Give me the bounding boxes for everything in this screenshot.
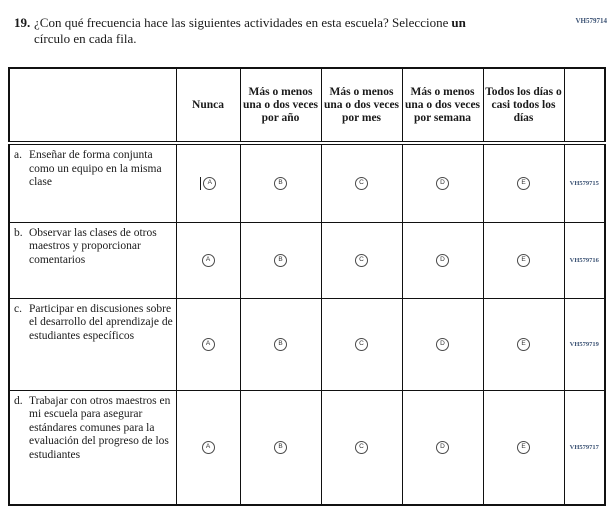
- answer-circle[interactable]: [274, 177, 287, 190]
- answer-circle-letter: D: [440, 443, 445, 451]
- answer-cell-b-nunca[interactable]: [176, 222, 240, 298]
- answer-circle-letter: A: [207, 179, 212, 187]
- answer-cell-c-por-semana[interactable]: [402, 298, 483, 390]
- answer-circle-letter: C: [359, 179, 364, 187]
- answer-cell-b-por-mes[interactable]: [321, 222, 402, 298]
- text-cursor: [200, 177, 202, 190]
- column-header-nunca: Nunca: [176, 68, 240, 143]
- answer-circle[interactable]: [436, 254, 449, 267]
- row-label-text: Participar en discusiones sobre el desarrollo del aprendizaje de estudiantes específicos: [29, 302, 173, 342]
- answer-circle[interactable]: [517, 254, 530, 267]
- answer-cell-d-nunca[interactable]: [176, 390, 240, 505]
- answer-circle-letter: E: [521, 340, 526, 348]
- answer-circle-letter: E: [521, 443, 526, 451]
- answer-circle-letter: A: [205, 443, 211, 451]
- answer-circle-letter: E: [521, 256, 526, 264]
- answer-circle[interactable]: [355, 254, 368, 267]
- answer-cell-a-por-mes[interactable]: [321, 143, 402, 222]
- answer-cell-d-por-ano[interactable]: [240, 390, 321, 505]
- answer-cell-a-todos[interactable]: [483, 143, 564, 222]
- table-row-d: [9, 390, 605, 505]
- answer-circle-letter: B: [278, 443, 283, 451]
- row-label-text: Trabajar con otros maestros en mi escuela para asegurar estándares comunes para la evaluación del progreso de los estudiantes: [29, 394, 171, 461]
- answer-cell-b-por-semana[interactable]: [402, 222, 483, 298]
- answer-cell-d-todos[interactable]: [483, 390, 564, 505]
- answer-circle-letter: D: [440, 179, 445, 187]
- row-label-a: [9, 143, 176, 222]
- header-code-blank: [564, 68, 605, 143]
- question-bold-word: un: [451, 15, 466, 30]
- row-label-text: Enseñar de forma conjunta como un equipo en la misma clase: [29, 149, 162, 188]
- header-blank: [9, 68, 176, 143]
- answer-circle[interactable]: [517, 338, 530, 351]
- accession-code-top: VH579714: [575, 17, 607, 25]
- answer-circle[interactable]: [202, 441, 215, 454]
- answer-cell-b-por-ano[interactable]: [240, 222, 321, 298]
- row-label-b: [9, 222, 176, 298]
- item-code-a: VH579715: [564, 143, 605, 222]
- answer-circle[interactable]: [517, 441, 530, 454]
- answer-cell-b-todos[interactable]: [483, 222, 564, 298]
- answer-cell-d-por-semana[interactable]: [402, 390, 483, 505]
- answer-circle-letter: B: [278, 340, 283, 348]
- answer-circle[interactable]: [202, 254, 215, 267]
- question-text-before: ¿Con qué frecuencia hace las siguientes actividades en esta escuela? Seleccione: [34, 15, 449, 30]
- answer-circle-letter: B: [278, 256, 283, 264]
- row-label-d: [9, 390, 176, 505]
- answer-circle-letter: B: [278, 179, 283, 187]
- question-text: [34, 15, 466, 47]
- answer-cell-a-por-ano[interactable]: [240, 143, 321, 222]
- answer-cell-c-nunca[interactable]: [176, 298, 240, 390]
- column-header-todos-los-dias: Todos los días o casi todos los días: [483, 68, 564, 143]
- item-code-c: VH579719: [564, 298, 605, 390]
- answer-circle[interactable]: [202, 338, 215, 351]
- answer-circle[interactable]: [436, 441, 449, 454]
- frequency-table: [8, 67, 606, 506]
- question-text-line1: [34, 15, 466, 30]
- answer-cell-d-por-mes[interactable]: [321, 390, 402, 505]
- answer-circle-letter: C: [359, 340, 364, 348]
- answer-circle-letter: A: [205, 340, 211, 348]
- row-label-c: [9, 298, 176, 390]
- answer-cell-c-por-ano[interactable]: [240, 298, 321, 390]
- answer-cell-c-todos[interactable]: [483, 298, 564, 390]
- answer-circle-letter: C: [359, 256, 364, 264]
- answer-circle-letter: D: [440, 340, 445, 348]
- header-row: [9, 68, 605, 143]
- answer-circle[interactable]: [274, 338, 287, 351]
- row-letter: a.: [14, 149, 22, 161]
- answer-circle[interactable]: [355, 177, 368, 190]
- answer-circle[interactable]: [203, 177, 216, 190]
- item-code-d: VH579717: [564, 390, 605, 505]
- answer-circle[interactable]: [436, 177, 449, 190]
- answer-circle-letter: C: [359, 443, 364, 451]
- table-row-b: [9, 222, 605, 298]
- answer-circle-letter: E: [521, 179, 526, 187]
- answer-cell-a-nunca[interactable]: [176, 143, 240, 222]
- column-header-por-mes: Más o menos una o dos veces por mes: [321, 68, 402, 143]
- answer-circle-letter: A: [205, 256, 211, 264]
- table-row-c: [9, 298, 605, 390]
- table-row-a: [9, 143, 605, 222]
- answer-circle[interactable]: [355, 441, 368, 454]
- answer-circle-letter: D: [440, 256, 445, 264]
- row-letter: c.: [14, 302, 22, 315]
- column-header-por-semana: Más o menos una o dos veces por semana: [402, 68, 483, 143]
- answer-circle[interactable]: [517, 177, 530, 190]
- row-letter: b.: [14, 226, 23, 239]
- answer-circle[interactable]: [436, 338, 449, 351]
- answer-circle[interactable]: [274, 254, 287, 267]
- answer-circle[interactable]: [274, 441, 287, 454]
- column-header-por-ano: Más o menos una o dos veces por año: [240, 68, 321, 143]
- row-label-text: Observar las clases de otros maestros y proporcionar comentarios: [29, 226, 157, 266]
- question-text-line2: círculo en cada fila.: [34, 31, 137, 46]
- row-letter: d.: [14, 394, 23, 407]
- question-block: [14, 15, 589, 47]
- item-code-b: VH579716: [564, 222, 605, 298]
- answer-cell-c-por-mes[interactable]: [321, 298, 402, 390]
- question-number: 19.: [14, 15, 31, 30]
- answer-cell-a-por-semana[interactable]: [402, 143, 483, 222]
- answer-circle[interactable]: [355, 338, 368, 351]
